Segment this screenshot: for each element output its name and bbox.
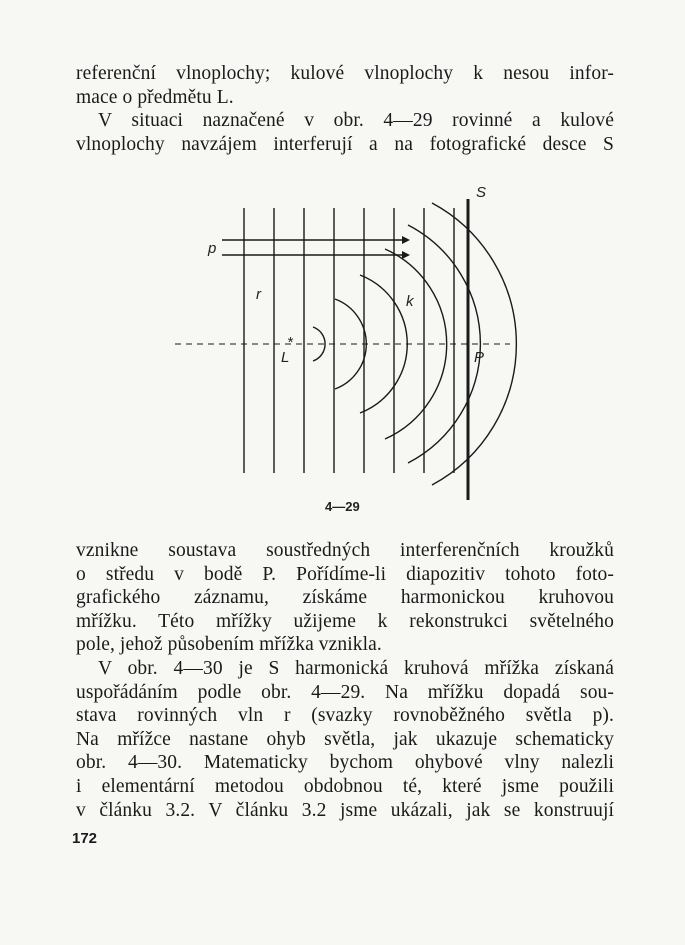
- text-line: v článku 3.2. V článku 3.2 jsme ukázali, jak se konstruují: [76, 799, 614, 821]
- figure-4-29: [170, 175, 520, 520]
- text-line: Na mřížce nastane ohyb světla, jak ukazuje schematicky: [76, 728, 614, 750]
- text-line: vznikne soustava soustředných interferenčních kroužků: [76, 540, 614, 561]
- arrowhead: [402, 251, 410, 259]
- spherical-wavefront: [335, 299, 366, 389]
- text-line: uspořádáním podle obr. 4—29. Na mřížku dopadá sou-: [76, 681, 614, 703]
- text-line: obr. 4—30. Matematicky bychom ohybové vlny nalezli: [76, 752, 614, 774]
- page-number: 172: [72, 830, 98, 847]
- text-line: pole, jehož působením mřížka vznikla.: [76, 634, 382, 656]
- figure-caption: 4—29: [325, 499, 360, 514]
- text-line: stava rovinných vln r (svazky rovnoběžného světla p).: [76, 705, 614, 727]
- label-r: r: [256, 286, 261, 303]
- text-line: V obr. 4—30 je S harmonická kruhová mřížka získaná: [98, 657, 614, 679]
- text-line: o středu v bodě P. Pořídíme-li diapozitiv tohoto foto-: [76, 563, 614, 585]
- text-line: V situaci naznačené v obr. 4—29 rovinné a kulové: [98, 110, 614, 132]
- text-line: vlnoplochy navzájem interferují a na fotografické desce S: [76, 133, 614, 155]
- bottom-text: [76, 539, 614, 822]
- arrowhead: [402, 236, 410, 244]
- text-line: mřížku. Této mřížky užijeme k rekonstrukci světelného: [76, 610, 614, 632]
- label-p: p: [208, 240, 217, 257]
- text-line: i elementární metodou obdobnou té, které jsme použili: [76, 775, 614, 797]
- text-line: referenční vlnoplochy; kulové vlnoplochy k nesou infor-: [76, 63, 614, 84]
- text-line: grafického záznamu, získáme harmonickou kruhovou: [76, 587, 614, 609]
- label-s: S: [476, 184, 487, 201]
- label-l: L: [281, 349, 290, 366]
- text-line: mace o předmětu L.: [76, 86, 234, 108]
- top-text: [76, 62, 614, 156]
- label-star: *: [287, 334, 293, 351]
- label-k: k: [406, 293, 414, 310]
- label-point-p: P: [474, 349, 485, 366]
